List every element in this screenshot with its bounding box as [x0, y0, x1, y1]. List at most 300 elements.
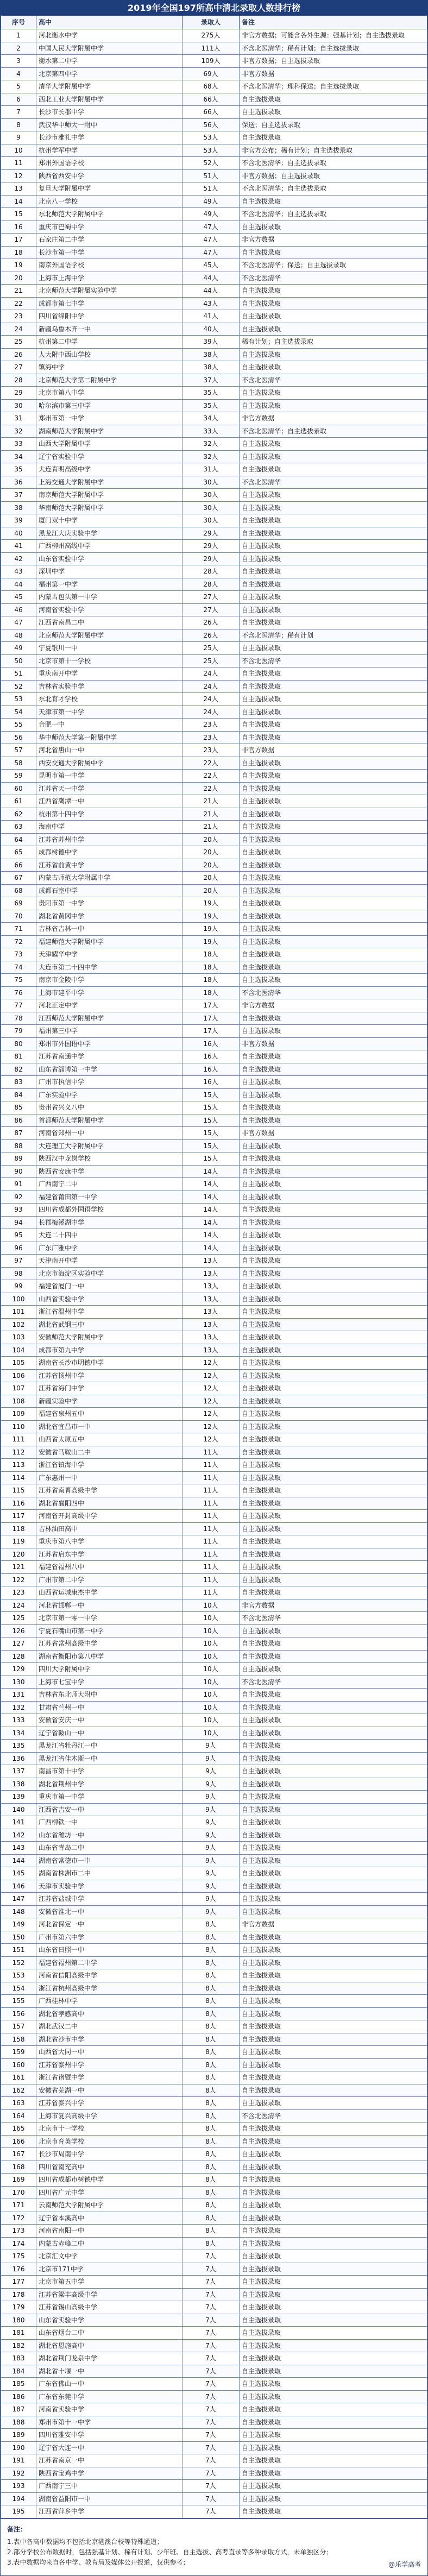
table-row	[1, 2161, 427, 2174]
note-cell: 自主选拔录取	[240, 1050, 427, 1063]
school-cell: 陕西省西安中学	[36, 169, 182, 182]
note-cell: 自主选拔录取	[240, 1139, 427, 1152]
count-cell: 9人	[182, 1791, 240, 1804]
rank-cell: 158	[1, 2033, 36, 2046]
table-row	[1, 387, 427, 400]
note-cell: 自主选拔录取	[240, 2097, 427, 2110]
school-cell: 湖北武汉二中	[36, 2020, 182, 2033]
table-row	[1, 1357, 427, 1370]
table-row	[1, 1944, 427, 1957]
note-cell: 自主选拔录取	[240, 2276, 427, 2289]
school-cell: 天津市第一中学	[36, 706, 182, 719]
table-row	[1, 1267, 427, 1280]
rank-cell: 71	[1, 923, 36, 936]
note-cell: 非官方数据	[240, 234, 427, 247]
note-cell: 自主选拔录取	[240, 1624, 427, 1637]
rank-cell: 145	[1, 1867, 36, 1880]
table-row	[1, 323, 427, 336]
school-cell: 浙江省诸暨中学	[36, 2071, 182, 2084]
note-cell: 自主选拔录取	[240, 1242, 427, 1255]
rank-cell: 78	[1, 1012, 36, 1025]
table-row	[1, 1573, 427, 1586]
rank-cell: 144	[1, 1854, 36, 1867]
school-cell: 广州市第六中学	[36, 1931, 182, 1944]
school-cell: 福州第三中学	[36, 1025, 182, 1038]
table-row	[1, 2403, 427, 2416]
note-cell: 自主选拔录取	[240, 1573, 427, 1586]
count-cell: 15人	[182, 1101, 240, 1114]
note-cell: 非官方数据	[240, 412, 427, 425]
table-row	[1, 399, 427, 412]
school-cell: 大连理工大学附属中学	[36, 1139, 182, 1152]
note-cell: 自主选拔录取	[240, 1727, 427, 1740]
school-cell: 江苏省南菁高级中学	[36, 1484, 182, 1497]
note-cell: 不含北医清华；保送；自主选拔录取	[240, 259, 427, 272]
count-cell: 7人	[182, 2276, 240, 2289]
note-cell: 不含北医清华；自主选拔录取	[240, 182, 427, 196]
school-cell: 广西南宁三中	[36, 2480, 182, 2493]
school-cell: 河北省唐山一中	[36, 744, 182, 757]
count-cell: 12人	[182, 1382, 240, 1395]
rank-cell: 4	[1, 67, 36, 80]
note-cell: 自主选拔录取	[240, 540, 427, 553]
count-cell: 20人	[182, 872, 240, 885]
table-row	[1, 2339, 427, 2352]
note-cell: 自主选拔录取	[240, 1420, 427, 1433]
note-cell: 自主选拔录取	[240, 897, 427, 910]
count-cell: 40人	[182, 323, 240, 336]
rank-cell: 54	[1, 706, 36, 719]
note-cell: 自主选拔录取	[240, 2314, 427, 2327]
table-row	[1, 1969, 427, 1982]
table-row	[1, 2327, 427, 2340]
note-cell: 自主选拔录取	[240, 2403, 427, 2416]
rank-cell: 130	[1, 1676, 36, 1689]
school-cell: 黑龙江大庆实验中学	[36, 527, 182, 540]
school-cell: 上海市复兴高级中学	[36, 2109, 182, 2122]
count-cell: 20人	[182, 884, 240, 897]
table-row	[1, 578, 427, 591]
table-row	[1, 1956, 427, 1969]
rank-cell: 120	[1, 1548, 36, 1561]
school-cell: 南京外国语学校	[36, 259, 182, 272]
note-cell: 非官方数据；可能含各外生源：强基计划；自主选拔录取	[240, 29, 427, 42]
count-cell: 23人	[182, 719, 240, 732]
rank-cell: 89	[1, 1152, 36, 1166]
rank-cell: 146	[1, 1880, 36, 1893]
note-cell: 自主选拔录取	[240, 1803, 427, 1816]
table-row	[1, 2033, 427, 2046]
note-cell: 自主选拔录取	[240, 1714, 427, 1727]
note-cell: 非官方数据；自主选拔录取	[240, 55, 427, 68]
school-cell: 大连育明高级中学	[36, 463, 182, 476]
count-cell: 8人	[182, 1956, 240, 1969]
table-row	[1, 999, 427, 1012]
table-row	[1, 55, 427, 68]
rank-cell: 106	[1, 1369, 36, 1382]
rank-cell: 149	[1, 1918, 36, 1931]
count-cell: 7人	[182, 2505, 240, 2518]
school-cell: 山东省实验中学	[36, 2314, 182, 2327]
note-cell: 稀有计划；自主选拔录取	[240, 336, 427, 349]
count-cell: 11人	[182, 1459, 240, 1472]
school-cell: 杭州第十四中学	[36, 808, 182, 821]
school-cell: 上海交通大学附属中学	[36, 476, 182, 489]
rank-cell: 118	[1, 1522, 36, 1535]
rank-cell: 140	[1, 1803, 36, 1816]
note-cell: 不含北医清华	[240, 374, 427, 387]
note-cell: 自主选拔录取	[240, 489, 427, 502]
note-cell: 自主选拔录取	[240, 1165, 427, 1178]
rank-cell: 17	[1, 234, 36, 247]
school-cell: 湖北省武钢三中	[36, 1318, 182, 1331]
count-cell: 11人	[182, 1446, 240, 1459]
table-row	[1, 974, 427, 987]
count-cell: 9人	[182, 1880, 240, 1893]
school-cell: 上海市上海中学	[36, 272, 182, 285]
table-row	[1, 106, 427, 119]
table-row	[1, 118, 427, 131]
table-row	[1, 1293, 427, 1306]
school-cell: 北京八一学校	[36, 195, 182, 208]
table-row	[1, 859, 427, 872]
count-cell: 43人	[182, 297, 240, 310]
rank-cell: 10	[1, 144, 36, 157]
rank-cell: 127	[1, 1637, 36, 1651]
table-row	[1, 808, 427, 821]
count-cell: 7人	[182, 2314, 240, 2327]
rank-cell: 165	[1, 2122, 36, 2136]
table-row	[1, 2441, 427, 2454]
count-cell: 19人	[182, 897, 240, 910]
table-row	[1, 1535, 427, 1548]
school-cell: 石家庄第二中学	[36, 234, 182, 247]
table-row	[1, 1765, 427, 1778]
table-row	[1, 131, 427, 144]
count-cell: 53人	[182, 131, 240, 144]
count-cell: 10人	[182, 1689, 240, 1702]
count-cell: 13人	[182, 1255, 240, 1268]
note-cell: 自主选拔录取	[240, 1867, 427, 1880]
note-cell: 自主选拔录取	[240, 93, 427, 106]
school-cell: 山东省淄博第一中学	[36, 1063, 182, 1076]
school-cell: 北京师范大学第二附属中学	[36, 374, 182, 387]
count-cell: 13人	[182, 1318, 240, 1331]
note-cell: 自主选拔录取	[240, 387, 427, 400]
rank-cell: 137	[1, 1765, 36, 1778]
school-cell: 天津南开中学	[36, 1255, 182, 1268]
count-cell: 12人	[182, 1357, 240, 1370]
school-cell: 山东省实验中学	[36, 552, 182, 565]
note-cell: 自主选拔录取	[240, 795, 427, 808]
table-row	[1, 1050, 427, 1063]
table-header-row	[1, 16, 427, 29]
count-cell: 15人	[182, 1114, 240, 1127]
note-cell: 自主选拔录取	[240, 884, 427, 897]
count-cell: 8人	[182, 2020, 240, 2033]
school-cell: 山西省大同一中	[36, 2046, 182, 2059]
note-cell: 自主选拔录取	[240, 2378, 427, 2391]
table-row	[1, 80, 427, 93]
table-row	[1, 552, 427, 565]
note-cell: 自主选拔录取	[240, 106, 427, 119]
note-cell: 自主选拔录取	[240, 872, 427, 885]
count-cell: 10人	[182, 1624, 240, 1637]
school-cell: 广西柳铁一中	[36, 1816, 182, 1829]
table-row	[1, 2288, 427, 2301]
school-cell: 北京市第一零一中学	[36, 1612, 182, 1625]
note-cell: 自主选拔录取	[240, 527, 427, 540]
note-cell: 自主选拔录取	[240, 1497, 427, 1510]
school-cell: 陕西省安康中学	[36, 1165, 182, 1178]
table-row	[1, 2365, 427, 2378]
school-cell: 福建师范大学附属中学	[36, 935, 182, 948]
rank-cell: 104	[1, 1344, 36, 1357]
count-cell: 7人	[182, 2339, 240, 2352]
note-cell: 自主选拔录取	[240, 297, 427, 310]
rank-cell: 88	[1, 1139, 36, 1152]
school-cell: 北京汇文中学	[36, 2250, 182, 2263]
school-cell: 四川省雅安中学	[36, 2429, 182, 2442]
note-cell: 自主选拔录取	[240, 731, 427, 744]
table-row	[1, 1242, 427, 1255]
school-cell: 长沙市长郡中学	[36, 106, 182, 119]
table-row	[1, 1216, 427, 1229]
count-cell: 38人	[182, 361, 240, 374]
school-cell: 郑州市外国语中学	[36, 1037, 182, 1050]
school-cell: 广州市第二中学	[36, 1573, 182, 1586]
rank-cell: 38	[1, 501, 36, 514]
school-cell: 山东省日照一中	[36, 1944, 182, 1957]
table-row	[1, 1306, 427, 1319]
count-cell: 8人	[182, 2161, 240, 2174]
note-cell: 自主选拔录取	[240, 1459, 427, 1472]
school-cell: 内蒙古包头第一中学	[36, 591, 182, 604]
count-cell: 37人	[182, 374, 240, 387]
note-cell: 自主选拔录取	[240, 603, 427, 616]
rank-cell: 116	[1, 1497, 36, 1510]
table-row	[1, 246, 427, 259]
rank-cell: 178	[1, 2288, 36, 2301]
rank-cell: 75	[1, 974, 36, 987]
note-cell: 不含北医清华；自主选拔录取	[240, 208, 427, 221]
school-cell: 江苏省泰州中学	[36, 2058, 182, 2071]
school-cell: 成都市第七中学	[36, 297, 182, 310]
count-cell: 10人	[182, 1727, 240, 1740]
note-cell: 自主选拔录取	[240, 2084, 427, 2097]
note-cell: 自主选拔录取	[240, 1956, 427, 1969]
rank-cell: 25	[1, 336, 36, 349]
note-cell: 自主选拔录取	[240, 501, 427, 514]
table-row	[1, 2314, 427, 2327]
school-cell: 陕西汉中龙岗学校	[36, 1152, 182, 1166]
count-cell: 8人	[182, 1969, 240, 1982]
count-cell: 56人	[182, 118, 240, 131]
note-cell: 自主选拔录取	[240, 1357, 427, 1370]
school-cell: 北京市第八中学	[36, 387, 182, 400]
school-cell: 内蒙古赤峰二中	[36, 2237, 182, 2250]
count-cell: 7人	[182, 2327, 240, 2340]
table-row	[1, 1586, 427, 1599]
count-cell: 10人	[182, 1676, 240, 1689]
count-cell: 21人	[182, 808, 240, 821]
count-cell: 9人	[182, 1905, 240, 1918]
count-cell: 9人	[182, 1778, 240, 1791]
school-cell: 湖南省衡阳市第八中学	[36, 1650, 182, 1663]
table-row	[1, 1280, 427, 1293]
note-line: 3.表中数据均来自各中学、教育局及媒体公开报道，仅供参考；	[7, 2558, 421, 2568]
school-cell: 江苏省苏州中学	[36, 833, 182, 846]
count-cell: 10人	[182, 1612, 240, 1625]
note-cell: 自主选拔录取	[240, 2020, 427, 2033]
school-cell: 山西省实验中学	[36, 1293, 182, 1306]
note-cell: 自主选拔录取	[240, 2071, 427, 2084]
table-row	[1, 1408, 427, 1421]
table-row	[1, 872, 427, 885]
note-cell: 自主选拔录取	[240, 1318, 427, 1331]
note-cell: 自主选拔录取	[240, 1012, 427, 1025]
school-cell: 西北工业大学附属中学	[36, 93, 182, 106]
count-cell: 13人	[182, 1344, 240, 1357]
school-cell: 南京师范大学附属中学	[36, 489, 182, 502]
school-cell: 安徽省安庆一中	[36, 1714, 182, 1727]
rank-cell: 167	[1, 2148, 36, 2161]
count-cell: 14人	[182, 1216, 240, 1229]
rank-cell: 48	[1, 629, 36, 642]
table-row	[1, 1637, 427, 1651]
rank-cell: 134	[1, 1727, 36, 1740]
count-cell: 7人	[182, 2403, 240, 2416]
school-cell: 四川省成都外国语学校	[36, 1204, 182, 1217]
school-cell: 杭州第二中学	[36, 336, 182, 349]
count-cell: 7人	[182, 2365, 240, 2378]
count-cell: 20人	[182, 833, 240, 846]
school-cell: 四川省广元中学	[36, 2186, 182, 2199]
rank-cell: 152	[1, 1956, 36, 1969]
rank-cell: 111	[1, 1433, 36, 1446]
rank-cell: 90	[1, 1165, 36, 1178]
note-cell: 自主选拔录取	[240, 2429, 427, 2442]
note-cell: 自主选拔录取	[240, 1382, 427, 1395]
rank-cell: 154	[1, 1982, 36, 1995]
school-cell: 江西省鹰潭一中	[36, 795, 182, 808]
note-cell: 自主选拔录取	[240, 1216, 427, 1229]
count-cell: 16人	[182, 1076, 240, 1089]
count-cell: 10人	[182, 1650, 240, 1663]
table-row	[1, 2058, 427, 2071]
school-cell: 西安交通大学附属中学	[36, 757, 182, 770]
school-cell: 浙江省镇海中学	[36, 1459, 182, 1472]
school-cell: 广东惠州一中	[36, 1471, 182, 1484]
school-cell: 东北育才学校	[36, 693, 182, 706]
table-row	[1, 2097, 427, 2110]
count-cell: 44人	[182, 285, 240, 298]
school-cell: 湖南省常德市一中	[36, 1854, 182, 1867]
school-cell: 新疆乌鲁木齐一中	[36, 323, 182, 336]
note-cell: 自主选拔录取	[240, 2480, 427, 2493]
rank-cell: 85	[1, 1101, 36, 1114]
count-cell: 68人	[182, 80, 240, 93]
rank-cell: 135	[1, 1740, 36, 1753]
note-cell: 自主选拔录取	[240, 1816, 427, 1829]
note-cell: 自主选拔录取	[240, 667, 427, 681]
school-cell: 江苏省启东中学	[36, 1548, 182, 1561]
school-cell: 人大附中西山学校	[36, 348, 182, 361]
count-cell: 8人	[182, 2046, 240, 2059]
table-row	[1, 259, 427, 272]
note-cell: 自主选拔录取	[240, 1650, 427, 1663]
table-row	[1, 1420, 427, 1433]
table-row	[1, 1510, 427, 1523]
school-cell: 湖北省荆州中学	[36, 1778, 182, 1791]
header-rank: 序号	[1, 16, 36, 29]
table-row	[1, 1139, 427, 1152]
rank-cell: 43	[1, 565, 36, 578]
table-row	[1, 1025, 427, 1038]
note-cell: 自主选拔录取	[240, 1306, 427, 1319]
school-cell: 重庆市第一中学	[36, 1791, 182, 1804]
school-cell: 华中师范大学第一附属中学	[36, 731, 182, 744]
note-cell: 不含北医清华	[240, 986, 427, 999]
rank-cell: 187	[1, 2403, 36, 2416]
count-cell: 11人	[182, 1510, 240, 1523]
page-title: 2019年全国197所高中清北录取人数排行榜	[0, 0, 428, 15]
rank-cell: 2	[1, 42, 36, 55]
table-row	[1, 2046, 427, 2059]
rank-cell: 113	[1, 1459, 36, 1472]
note-cell: 自主选拔录取	[240, 2505, 427, 2518]
school-cell: 首都师范大学附属中学	[36, 1114, 182, 1127]
count-cell: 26人	[182, 629, 240, 642]
table-row	[1, 1842, 427, 1855]
note-cell: 自主选拔录取	[240, 1905, 427, 1918]
count-cell: 7人	[182, 2390, 240, 2403]
note-cell: 自主选拔录取	[240, 514, 427, 527]
table-row	[1, 744, 427, 757]
rank-cell: 58	[1, 757, 36, 770]
rank-cell: 150	[1, 1931, 36, 1944]
count-cell: 8人	[182, 2084, 240, 2097]
note-cell: 自主选拔录取	[240, 1331, 427, 1344]
count-cell: 14人	[182, 1229, 240, 1242]
school-cell: 吉林省吉林一中	[36, 923, 182, 936]
table-row	[1, 2109, 427, 2122]
table-row	[1, 2301, 427, 2314]
rank-cell: 36	[1, 476, 36, 489]
rank-cell: 132	[1, 1701, 36, 1714]
school-cell: 江苏省常州高级中学	[36, 1637, 182, 1651]
table-row	[1, 629, 427, 642]
table-row	[1, 1854, 427, 1867]
table-row	[1, 667, 427, 681]
rank-cell: 70	[1, 910, 36, 923]
school-cell: 长沙市第一中学	[36, 246, 182, 259]
count-cell: 19人	[182, 935, 240, 948]
count-cell: 8人	[182, 2225, 240, 2238]
rank-cell: 45	[1, 591, 36, 604]
count-cell: 12人	[182, 1433, 240, 1446]
school-cell: 辽宁省实验中学	[36, 450, 182, 463]
rank-cell: 44	[1, 578, 36, 591]
note-cell: 自主选拔录取	[240, 2390, 427, 2403]
table-row	[1, 1255, 427, 1268]
school-cell: 河北省邯郸一中	[36, 1599, 182, 1612]
note-cell: 自主选拔录取	[240, 782, 427, 795]
table-row	[1, 1088, 427, 1101]
rank-cell: 52	[1, 680, 36, 693]
school-cell: 广东省东莞中学	[36, 2390, 182, 2403]
school-cell: 成都树德中学	[36, 846, 182, 859]
